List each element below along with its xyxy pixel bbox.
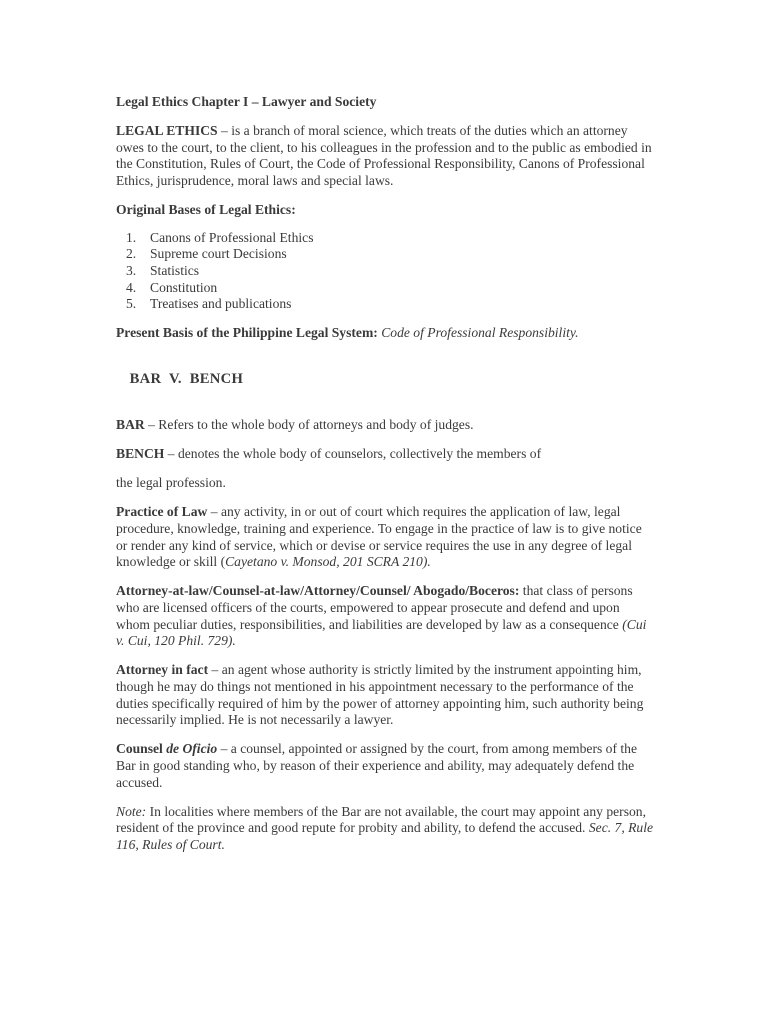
list-item-number: 3. [126,262,137,278]
bench-term: BENCH [116,446,165,462]
note-paragraph [116,804,656,854]
bar-term: BAR [116,416,145,432]
present-basis-value: Code of Professional Responsibility. [377,325,579,341]
list-item-number: 2. [126,246,137,262]
list-item [116,296,656,313]
list-item-text: Treatises and publications [150,296,292,312]
title-text: Legal Ethics Chapter I – Lawyer and Society [116,94,377,109]
practice-of-law-definition: – any activity, in or out of court which requires the application of law, legal procedure, knowledge, training and experience. To engage in the practice of law is to give notice or render any kind of service, which or devise or service requires the use in any degree of legal knowledge or skill ( [116,504,642,570]
bar-definition: – Refers to the whole body of attorneys and body of judges. [144,416,474,432]
list-item [116,230,656,247]
legal-ethics-paragraph [116,123,656,189]
list-item-text: Canons of Professional Ethics [150,229,314,245]
counsel-de-oficio-definition: – a counsel, appointed or assigned by the court, from among members of the Bar in good standing who, by reason of their experience and ability, may adequately defend the accused. [116,741,637,790]
attorney-in-fact-term: Attorney in fact [116,662,209,678]
practice-of-law-citation: Cayetano v. Monsod, 201 SCRA 210). [225,554,431,570]
present-basis-paragraph [116,325,656,342]
document-title [116,94,656,111]
attorney-at-law-term: Attorney-at-law/Counsel-at-law/Attorney/Counsel/ Abogado/Boceros: [116,583,520,599]
counsel-de-oficio-paragraph [116,741,656,791]
list-item-number: 5. [126,296,137,312]
attorney-in-fact-paragraph [116,662,656,728]
bar-bench-heading-text: BAR V. BENCH [129,371,244,388]
note-label: Note: [116,803,147,819]
original-bases-list [116,230,656,313]
list-item-text: Statistics [150,262,200,278]
bench-continuation [116,475,656,492]
bar-paragraph [116,417,656,434]
bench-definition: – denotes the whole body of counselors, collectively the members of [164,446,542,462]
list-item [116,280,656,297]
counsel-de-oficio-term-part1: Counsel [116,741,167,757]
list-item-text: Constitution [150,279,218,295]
present-basis-label: Present Basis of the Philippine Legal System: [116,325,378,341]
legal-ethics-term: LEGAL ETHICS [116,123,218,139]
bench-continuation-text: the legal profession. [116,475,226,491]
list-item [116,246,656,263]
attorney-in-fact-definition: – an agent whose authority is strictly limited by the instrument appointing him, though he may do things not mentioned in his appointment necessary to the performance of the duties specifically required of him by the power of attorney appointing him, such authority being necessarily implied. He is not necessarily a lawyer. [116,662,644,728]
attorney-at-law-citation: (Cui v. Cui, 120 Phil. 729). [116,616,647,649]
original-bases-heading-text: Original Bases of Legal Ethics: [116,202,296,218]
bench-paragraph [116,446,656,463]
practice-of-law-term: Practice of Law [116,504,208,520]
attorney-at-law-definition: that class of persons who are licensed officers of the courts, empowered to appear prosecute and defend and upon whom peculiar duties, responsibilities, and liabilities are developed by law as a consequence [116,583,633,632]
counsel-de-oficio-term-part2: de Oficio [166,741,218,757]
list-item-text: Supreme court Decisions [150,246,287,262]
bar-bench-heading [116,355,656,405]
legal-ethics-definition: – is a branch of moral science, which treats of the duties which an attorney owes to the court, to the client, to his colleagues in the profession and to the public as embodied in the Constitution, Rules of Court, the Code of Professional Responsibility, Canons of Professional Ethics, jurisprudence, moral laws and special laws. [116,123,652,188]
original-bases-heading [116,202,656,219]
note-text: In localities where members of the Bar are not available, the court may appoint any person, resident of the province and good repute for probity and ability, to defend the accused. [116,803,646,836]
attorney-at-law-paragraph [116,583,656,649]
list-item-number: 1. [126,229,137,245]
practice-of-law-paragraph [116,504,656,570]
note-citation: Sec. 7, Rule 116, Rules of Court. [116,820,654,852]
document-page [116,94,656,866]
list-item-number: 4. [126,279,137,295]
list-item [116,263,656,280]
